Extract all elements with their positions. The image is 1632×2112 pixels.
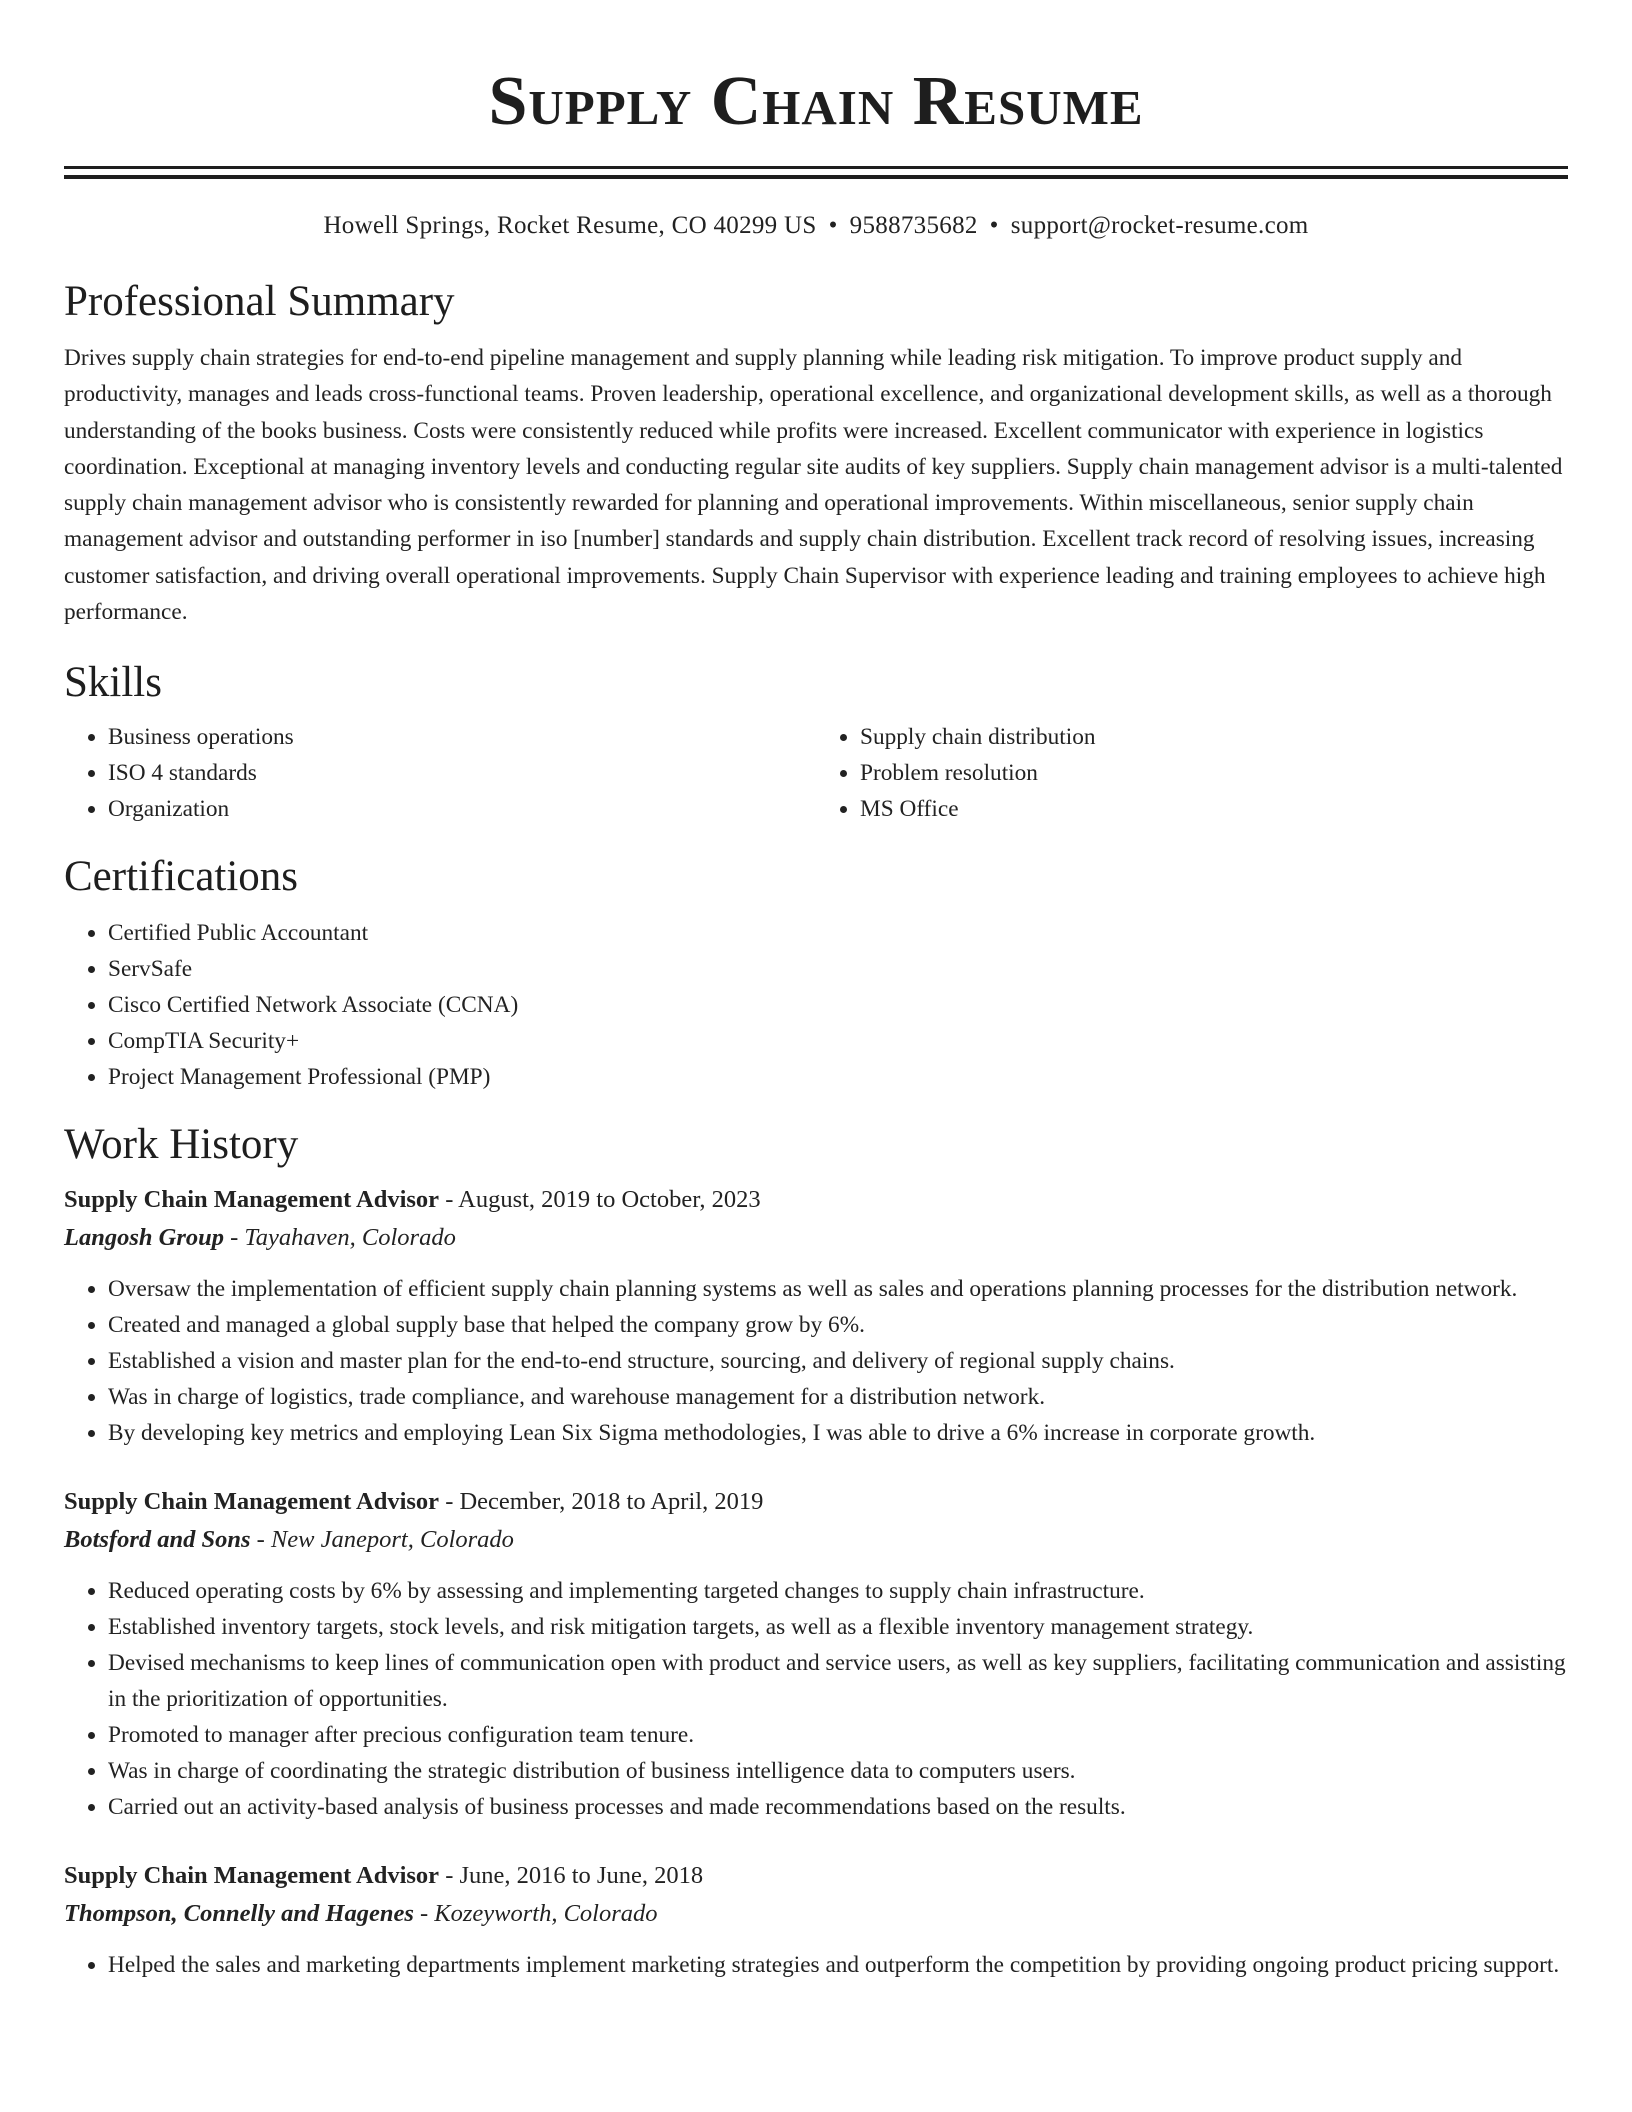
job-bullet: • Carried out an activity-based analysis of business processes and made recommendations based on the results. [108, 1789, 1568, 1825]
job-role: Supply Chain Management Advisor [64, 1488, 440, 1516]
skill-item: • MS Office [860, 791, 1568, 827]
job-role: Supply Chain Management Advisor [64, 1186, 440, 1214]
certification-item: • Project Management Professional (PMP) [108, 1059, 1568, 1095]
job-company: Botsford and Sons [64, 1526, 251, 1554]
job-bullets [64, 1573, 1568, 1825]
contact-line [64, 210, 1568, 242]
skills-columns [64, 719, 1568, 827]
skills-left-list [64, 719, 816, 827]
job-bullet: • Created and managed a global supply base that helped the company grow by 6%. [108, 1307, 1568, 1343]
job-bullet: • Was in charge of coordinating the strategic distribution of business intelligence data to computers users. [108, 1753, 1568, 1789]
summary-heading: Professional Summary [64, 278, 455, 325]
job-entry [64, 1181, 1568, 1451]
job-bullet: • Was in charge of logistics, trade compliance, and warehouse management for a distribution network. [108, 1379, 1568, 1415]
job-dates: - June, 2016 to June, 2018 [439, 1862, 704, 1890]
job-dates: - December, 2018 to April, 2019 [439, 1488, 764, 1516]
skills-heading: Skills [64, 659, 162, 707]
job-location: - Tayahaven, Colorado [223, 1224, 456, 1252]
job-bullet: • By developing key metrics and employing Lean Six Sigma methodologies, I was able to drive a 6% increase in corporate growth. [108, 1415, 1568, 1451]
title-rule-bottom [64, 175, 1568, 179]
job-bullets [64, 1271, 1568, 1451]
skill-item: • Organization [108, 791, 816, 827]
job-bullet: • Helped the sales and marketing departments implement marketing strategies and outperform the competition by providing ongoing product pricing support. [108, 1947, 1568, 1983]
job-dates: - August, 2019 to October, 2023 [439, 1186, 761, 1214]
job-bullet: • Promoted to manager after precious configuration team tenure. [108, 1717, 1568, 1753]
job-bullet: • Established a vision and master plan for the end-to-end structure, sourcing, and delivery of regional supply chains. [108, 1343, 1568, 1379]
skill-item: • Supply chain distribution [860, 719, 1568, 755]
contact-separator: • [828, 212, 838, 239]
job-role: Supply Chain Management Advisor [64, 1862, 440, 1890]
certification-item: • Certified Public Accountant [108, 915, 1568, 951]
contact-phone: 9588735682 [849, 212, 978, 239]
certification-item: • ServSafe [108, 951, 1568, 987]
skill-item: • Business operations [108, 719, 816, 755]
job-entry [64, 1483, 1568, 1825]
job-bullet: • Reduced operating costs by 6% by assessing and implementing targeted changes to supply chain infrastructure. [108, 1573, 1568, 1609]
job-title-line [64, 1181, 1568, 1219]
contact-email[interactable]: support@rocket-resume.com [1010, 212, 1309, 239]
job-company-line [64, 1521, 1568, 1559]
resume-title: Supply Chain Resume [488, 63, 1144, 140]
job-company-line [64, 1895, 1568, 1933]
skill-item: • Problem resolution [860, 755, 1568, 791]
skill-item: • ISO 4 standards [108, 755, 816, 791]
job-entry [64, 1857, 1568, 1983]
contact-separator: • [989, 212, 999, 239]
certification-item: • Cisco Certified Network Associate (CCNA) [108, 987, 1568, 1023]
contact-address: Howell Springs, Rocket Resume, CO 40299 US [323, 212, 817, 239]
job-company: Langosh Group [64, 1224, 224, 1252]
certifications-list [64, 915, 1568, 1095]
job-bullet: • Established inventory targets, stock levels, and risk mitigation targets, as well as a flexible inventory management strategy. [108, 1609, 1568, 1645]
job-company-line [64, 1219, 1568, 1257]
job-title-line [64, 1483, 1568, 1521]
job-bullet: • Oversaw the implementation of efficient supply chain planning systems as well as sales and operations planning processes for the distribution network. [108, 1271, 1568, 1307]
job-bullets [64, 1947, 1568, 1983]
job-bullet: • Devised mechanisms to keep lines of communication open with product and service users, as well as key suppliers, facilitating communication and assisting in the prioritization of opportunities. [108, 1645, 1568, 1717]
title-rule-top [64, 166, 1568, 169]
work-history-heading: Work History [64, 1121, 299, 1169]
job-title-line [64, 1857, 1568, 1895]
job-company: Thompson, Connelly and Hagenes [64, 1900, 414, 1928]
resume-page [64, 0, 1568, 1983]
job-location: - Kozeyworth, Colorado [413, 1900, 658, 1928]
summary-text: Drives supply chain strategies for end-to-end pipeline management and supply planning while leading risk mitigation. To improve product supply and productivity, manages and leads cross-functional teams. Proven leadership, operational excellence, and organizational development skills, as well as a thorough understanding of the books business. Costs were consistently reduced while profits were increased. Excellent communicator with experience in logistics coordination. Exceptional at managing inventory levels and conducting regular site audits of key suppliers. Supply chain management advisor is a multi-talented supply chain management advisor who is consistently rewarded for planning and operational improvements. Within miscellaneous, senior supply chain management advisor and outstanding performer in iso [number] standards and supply chain distribution. Excellent track record of resolving issues, increasing customer satisfaction, and driving overall operational improvements. Supply Chain Supervisor with experience leading and training employees to achieve high performance. [64, 345, 1563, 626]
skills-right-list [816, 719, 1568, 827]
certifications-heading: Certifications [64, 853, 299, 901]
certification-item: • CompTIA Security+ [108, 1023, 1568, 1059]
job-location: - New Janeport, Colorado [250, 1526, 514, 1554]
